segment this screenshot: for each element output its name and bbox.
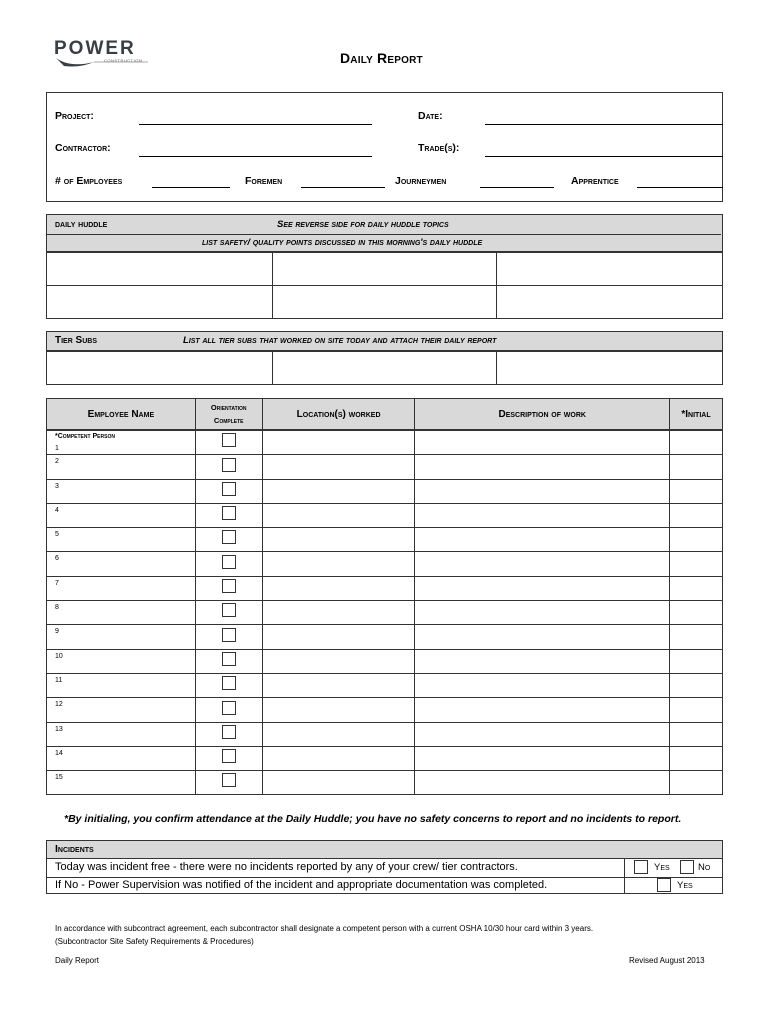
huddle-instruction: See reverse side for daily huddle topics	[277, 219, 449, 230]
orientation-checkbox[interactable]	[222, 579, 236, 593]
employee-name-cell[interactable]	[47, 576, 196, 600]
employee-row	[47, 552, 723, 576]
foremen-field[interactable]	[301, 187, 385, 188]
employee-name-cell[interactable]	[47, 698, 196, 722]
subs-label: Tier Subs	[55, 335, 98, 346]
competent-person-label: *Competent Person	[55, 433, 115, 440]
orientation-cell[interactable]	[195, 698, 262, 722]
orientation-header	[195, 399, 262, 430]
location-cell[interactable]	[262, 625, 415, 649]
incident-free-no-label: No	[698, 862, 711, 873]
location-cell[interactable]	[262, 673, 415, 697]
initial-cell[interactable]	[670, 528, 723, 552]
row-number: 3	[55, 482, 59, 490]
osha-reference: (Subcontractor Site Safety Requirements & Procedures)	[55, 937, 254, 946]
row-number: 4	[55, 506, 59, 514]
description-cell[interactable]	[415, 746, 670, 770]
employee-name-cell[interactable]	[47, 528, 196, 552]
orientation-checkbox[interactable]	[222, 628, 236, 642]
employee-name-cell[interactable]	[47, 601, 196, 625]
initial-note: *By initialing, you confirm attendance at the Daily Huddle; you have no safety concerns to report and no incidents to report.	[64, 813, 682, 825]
employees-label: # of Employees	[55, 175, 123, 187]
initial-cell[interactable]	[670, 649, 723, 673]
employee-row	[47, 771, 723, 795]
orientation-cell[interactable]	[195, 722, 262, 746]
supervision-notified-yes-label: Yes	[677, 880, 693, 891]
trades-field[interactable]	[485, 156, 723, 157]
foremen-label: Foremen	[245, 175, 283, 187]
huddle-cell[interactable]	[497, 253, 723, 286]
employee-name-cell[interactable]	[47, 722, 196, 746]
initial-cell[interactable]	[670, 552, 723, 576]
orientation-checkbox[interactable]	[222, 555, 236, 569]
logo-subtitle: CONSTRUCTION	[104, 58, 143, 63]
initial-cell[interactable]	[670, 455, 723, 479]
initial-header: *Initial	[670, 399, 723, 430]
employee-row	[47, 673, 723, 697]
location-cell[interactable]	[262, 771, 415, 795]
employee-row	[47, 625, 723, 649]
initial-cell[interactable]	[670, 746, 723, 770]
orientation-checkbox[interactable]	[222, 433, 236, 447]
row-number: 14	[55, 749, 63, 757]
description-cell[interactable]	[415, 552, 670, 576]
location-cell[interactable]	[262, 576, 415, 600]
description-cell[interactable]	[415, 455, 670, 479]
location-cell[interactable]	[262, 455, 415, 479]
row-number: 13	[55, 725, 63, 733]
initial-cell[interactable]	[670, 698, 723, 722]
initial-cell[interactable]	[670, 601, 723, 625]
date-label: Date:	[418, 110, 443, 122]
row-number: 8	[55, 604, 59, 612]
description-cell[interactable]	[415, 431, 670, 455]
employee-row	[47, 528, 723, 552]
initial-cell[interactable]	[670, 673, 723, 697]
description-cell[interactable]	[415, 528, 670, 552]
initial-cell[interactable]	[670, 431, 723, 455]
page-title: Daily Report	[340, 50, 423, 66]
contractor-label: Contractor:	[55, 142, 111, 154]
row-number: 5	[55, 531, 59, 539]
description-cell[interactable]	[415, 479, 670, 503]
incident-free-yes-label: Yes	[654, 862, 670, 873]
orientation-cell[interactable]	[195, 552, 262, 576]
supervision-notified-yes-checkbox[interactable]	[657, 878, 671, 892]
employee-name-cell[interactable]	[47, 625, 196, 649]
initial-cell[interactable]	[670, 625, 723, 649]
orientation-checkbox[interactable]	[222, 506, 236, 520]
huddle-grid	[46, 252, 723, 319]
location-cell[interactable]	[262, 649, 415, 673]
description-cell[interactable]	[415, 673, 670, 697]
huddle-header	[46, 214, 723, 252]
employee-row	[47, 601, 723, 625]
orientation-checkbox[interactable]	[222, 652, 236, 666]
subs-cell[interactable]	[47, 352, 273, 385]
huddle-cell[interactable]	[272, 253, 497, 286]
employee-name-cell[interactable]	[47, 771, 196, 795]
orientation-checkbox[interactable]	[222, 749, 236, 763]
location-cell[interactable]	[262, 746, 415, 770]
orientation-checkbox[interactable]	[222, 603, 236, 617]
huddle-cell[interactable]	[497, 286, 723, 319]
location-cell[interactable]	[262, 698, 415, 722]
description-cell[interactable]	[415, 576, 670, 600]
subs-cell[interactable]	[272, 352, 497, 385]
row-number: 15	[55, 774, 63, 782]
description-header: Description of work	[415, 399, 670, 430]
date-field[interactable]	[485, 124, 723, 125]
orientation-cell[interactable]	[195, 746, 262, 770]
description-cell[interactable]	[415, 698, 670, 722]
orientation-cell[interactable]	[195, 576, 262, 600]
orientation-cell[interactable]	[195, 649, 262, 673]
row-number: 12	[55, 701, 63, 709]
apprentice-field[interactable]	[637, 187, 723, 188]
employee-name-cell[interactable]	[47, 552, 196, 576]
location-cell[interactable]	[262, 503, 415, 527]
employee-name-cell[interactable]	[47, 479, 196, 503]
initial-cell[interactable]	[670, 503, 723, 527]
subs-header	[46, 331, 723, 351]
initial-cell[interactable]	[670, 576, 723, 600]
company-logo	[54, 38, 150, 72]
orientation-checkbox[interactable]	[222, 530, 236, 544]
employee-name-cell[interactable]	[47, 746, 196, 770]
employee-row	[47, 746, 723, 770]
row-number: 1	[55, 445, 59, 452]
subs-grid	[46, 351, 723, 385]
incidents-section	[46, 840, 723, 894]
huddle-cell[interactable]	[47, 286, 273, 319]
huddle-label: daily huddle	[55, 219, 108, 230]
orientation-checkbox[interactable]	[222, 458, 236, 472]
orientation-checkbox[interactable]	[222, 482, 236, 496]
orientation-cell[interactable]	[195, 503, 262, 527]
orientation-header-line2: Complete	[213, 416, 244, 425]
employee-name-cell[interactable]	[47, 673, 196, 697]
orientation-cell[interactable]	[195, 601, 262, 625]
footer-doc-name: Daily Report	[55, 956, 100, 965]
huddle-cell[interactable]	[47, 253, 273, 286]
location-cell[interactable]	[262, 479, 415, 503]
orientation-header-line1: Orientation	[210, 403, 247, 412]
row-number: 2	[55, 458, 59, 466]
incident-free-statement: Today was incident free - there were no incidents reported by any of your crew/ tier contractors.	[55, 861, 518, 873]
description-cell[interactable]	[415, 771, 670, 795]
employee-row	[47, 431, 723, 455]
huddle-cell[interactable]	[272, 286, 497, 319]
description-cell[interactable]	[415, 649, 670, 673]
employee-table-header	[46, 398, 723, 430]
initial-cell[interactable]	[670, 479, 723, 503]
project-field[interactable]	[139, 124, 372, 125]
initial-cell[interactable]	[670, 722, 723, 746]
journeymen-label: Journeymen	[395, 175, 447, 187]
subs-cell[interactable]	[497, 352, 723, 385]
orientation-cell[interactable]	[195, 479, 262, 503]
employee-name-cell[interactable]	[47, 649, 196, 673]
employee-row	[47, 576, 723, 600]
employee-row	[47, 649, 723, 673]
location-cell[interactable]	[262, 601, 415, 625]
orientation-checkbox[interactable]	[222, 725, 236, 739]
footer-revised: Revised August 2013	[629, 956, 705, 965]
orientation-checkbox[interactable]	[222, 676, 236, 690]
employee-row	[47, 455, 723, 479]
description-cell[interactable]	[415, 601, 670, 625]
orientation-cell[interactable]	[195, 771, 262, 795]
location-cell[interactable]	[262, 431, 415, 455]
employee-row	[47, 698, 723, 722]
orientation-checkbox[interactable]	[222, 773, 236, 787]
row-number: 10	[55, 652, 63, 660]
employee-name-cell[interactable]	[47, 455, 196, 479]
huddle-subheading: list safety/ quality points discussed in this morning's daily huddle	[202, 237, 483, 248]
journeymen-field[interactable]	[480, 187, 554, 188]
employee-row	[47, 479, 723, 503]
initial-cell[interactable]	[670, 771, 723, 795]
logo-brand: POWER	[54, 38, 136, 59]
description-cell[interactable]	[415, 722, 670, 746]
incidents-heading: Incidents	[55, 843, 94, 855]
orientation-cell[interactable]	[195, 528, 262, 552]
description-cell[interactable]	[415, 625, 670, 649]
location-cell[interactable]	[262, 722, 415, 746]
location-cell[interactable]	[262, 552, 415, 576]
location-cell[interactable]	[262, 528, 415, 552]
employee-name-cell[interactable]	[47, 503, 196, 527]
osha-requirement: In accordance with subcontract agreement, each subcontractor shall designate a competent person with a current OSHA 10/30 hour card within 3 years.	[55, 924, 594, 933]
orientation-cell[interactable]	[195, 431, 262, 455]
incident-reported-statement: If No - Power Supervision was notified of the incident and appropriate documentation was completed.	[55, 879, 548, 891]
subs-instruction: List all tier subs that worked on site today and attach their daily report	[183, 335, 497, 346]
employee-name-header: Employee Name	[47, 399, 196, 430]
contractor-field[interactable]	[139, 156, 372, 157]
location-header: Location(s) worked	[262, 399, 415, 430]
header-section	[46, 92, 723, 202]
apprentice-label: Apprentice	[571, 175, 619, 187]
row-number: 9	[55, 628, 59, 636]
incident-free-yes-checkbox[interactable]	[634, 860, 648, 874]
orientation-cell[interactable]	[195, 673, 262, 697]
employee-row	[47, 503, 723, 527]
orientation-cell[interactable]	[195, 455, 262, 479]
employees-field[interactable]	[152, 187, 230, 188]
orientation-checkbox[interactable]	[222, 701, 236, 715]
description-cell[interactable]	[415, 503, 670, 527]
employee-row	[47, 722, 723, 746]
orientation-cell[interactable]	[195, 625, 262, 649]
project-label: Project:	[55, 110, 94, 122]
employee-table	[46, 430, 723, 795]
row-number: 7	[55, 579, 59, 587]
trades-label: Trade(s):	[418, 142, 460, 154]
incident-free-no-checkbox[interactable]	[680, 860, 694, 874]
row-number: 6	[55, 555, 59, 563]
row-number: 11	[55, 676, 63, 684]
